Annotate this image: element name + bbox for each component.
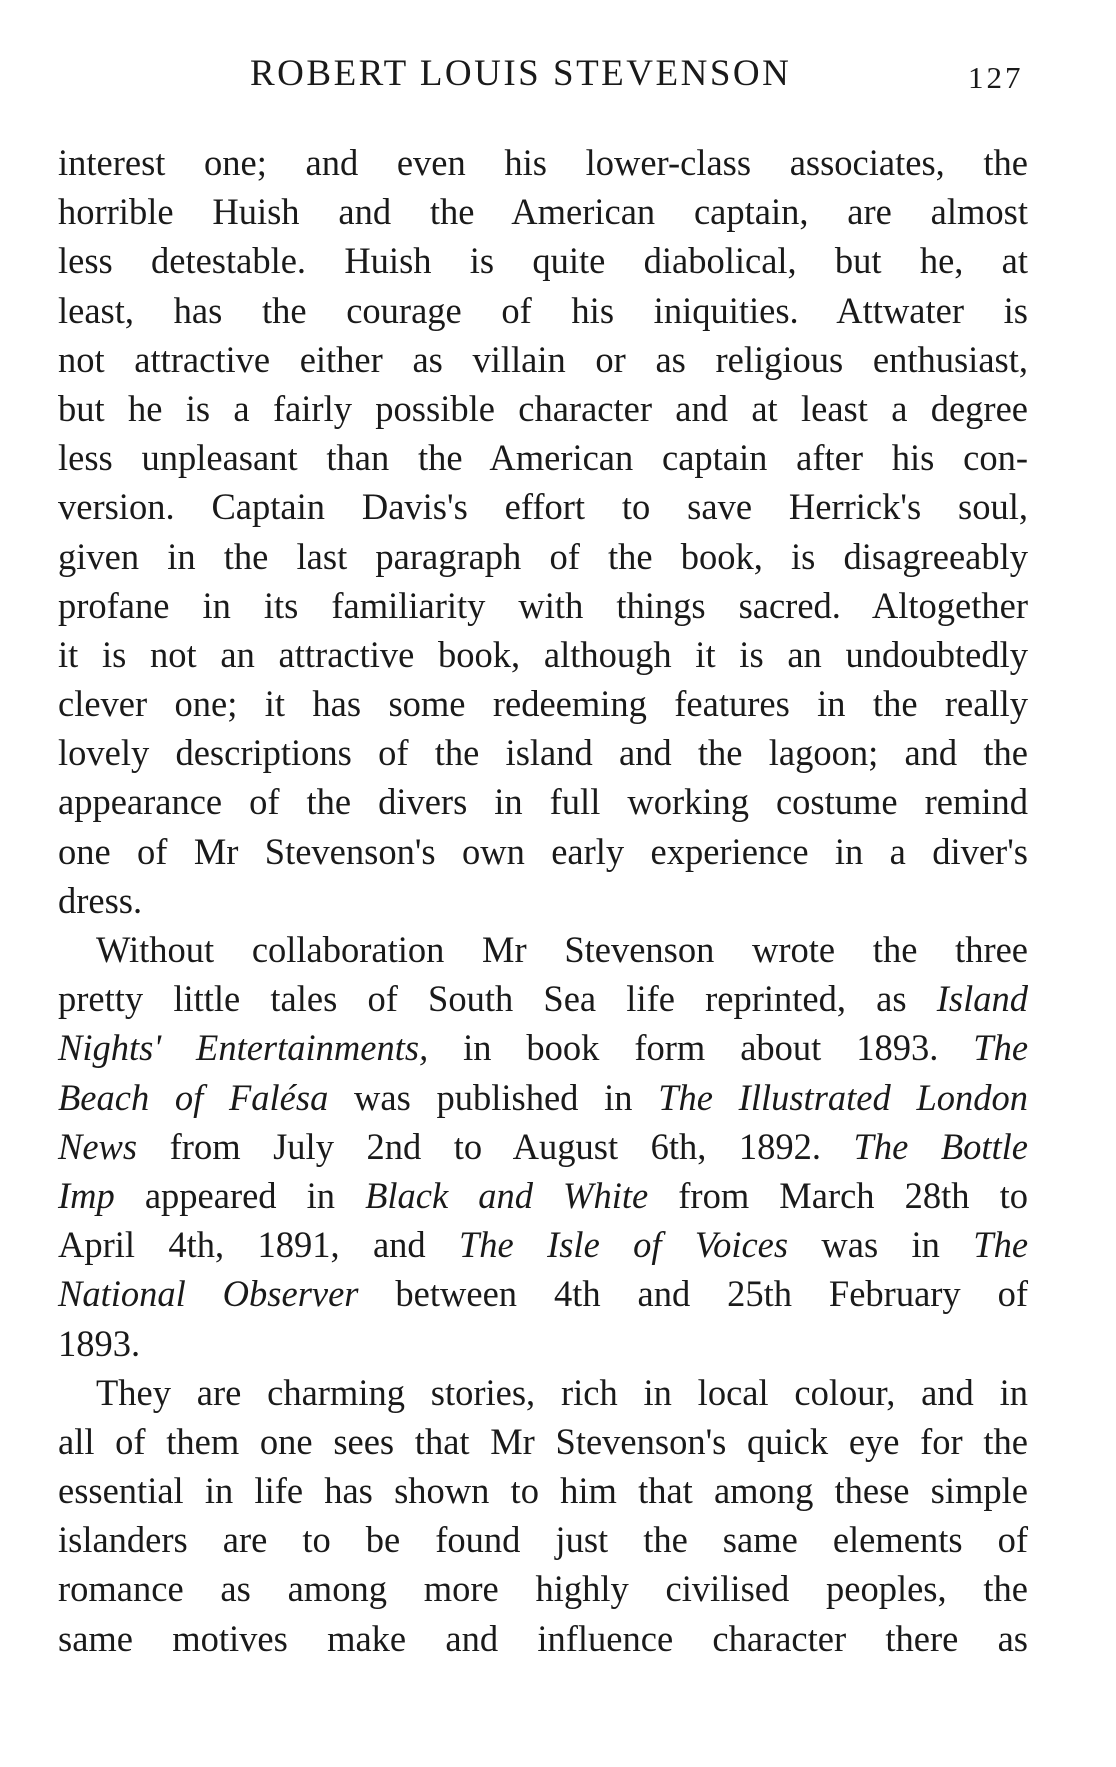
italic-title: Island — [936, 978, 1028, 1020]
text-line — [58, 1171, 1028, 1220]
paragraph-1 — [58, 138, 1028, 925]
text-line: least, has the courage of his iniquities. Attwater is — [58, 289, 1028, 331]
text-line: less detestable. Huish is quite diabolical, but he, at — [58, 240, 1028, 282]
text-line: romance as among more highly civilised peoples, the — [58, 1568, 1028, 1610]
paragraph-3 — [58, 1368, 1028, 1663]
text-line — [58, 1220, 1028, 1269]
text-line: essential in life has shown to him that among these simple — [58, 1470, 1028, 1512]
text-line: but he is a fairly possible character and at least a degree — [58, 387, 1028, 429]
body-text — [58, 138, 1028, 1663]
text-line: horrible Huish and the American captain, are almost — [58, 191, 1028, 233]
text-line — [58, 1023, 1028, 1072]
italic-title: The Illustrated London — [658, 1076, 1028, 1118]
text-line: version. Captain Davis's effort to save Herrick's soul, — [58, 486, 1028, 528]
italic-title: Imp — [58, 1174, 115, 1216]
text-run: between 4th and 25th February of — [358, 1273, 1029, 1315]
text-line — [58, 1269, 1028, 1318]
italic-title: Nights' Entertainments, — [58, 1027, 429, 1069]
italic-title: News — [58, 1125, 138, 1167]
italic-title: The — [973, 1027, 1029, 1069]
italic-title: National Observer — [58, 1273, 359, 1315]
paragraph-2 — [58, 925, 1028, 1368]
running-title: ROBERT LOUIS STEVENSON — [250, 53, 792, 94]
text-line: same motives make and influence character there as — [58, 1617, 1028, 1659]
text-line: it is not an attractive book, although it is an undoubtedly — [58, 633, 1028, 675]
text-line: appearance of the divers in full working costume remind — [58, 781, 1028, 823]
text-line: one of Mr Stevenson's own early experience in a diver's — [58, 830, 1028, 872]
text-line: islanders are to be found just the same elements of — [58, 1519, 1028, 1561]
text-run: appeared in — [114, 1174, 366, 1216]
text-run: was published in — [328, 1076, 659, 1118]
text-line: given in the last paragraph of the book, is disagreeably — [58, 535, 1028, 577]
text-run: from March 28th to — [648, 1174, 1028, 1216]
text-line: not attractive either as villain or as religious enthusiast, — [58, 338, 1028, 380]
page-number: 127 — [968, 60, 1024, 95]
text-line — [58, 1122, 1028, 1171]
text-line: profane in its familiarity with things sacred. Altogether — [58, 584, 1028, 626]
text-line: all of them one sees that Mr Stevenson's quick eye for the — [58, 1420, 1028, 1462]
text-line: 1893. — [58, 1322, 141, 1364]
text-line: dress. — [58, 879, 143, 921]
italic-title: Black and White — [365, 1174, 649, 1216]
text-line: clever one; it has some redeeming features in the really — [58, 683, 1028, 725]
text-run: was in — [788, 1224, 974, 1266]
text-run: pretty little tales of South Sea life reprinted, as — [58, 978, 937, 1020]
text-line — [58, 974, 1028, 1023]
text-line: lovely descriptions of the island and the lagoon; and the — [58, 732, 1028, 774]
text-run: April 4th, 1891, and — [58, 1224, 459, 1266]
italic-title: Beach of Falésa — [58, 1076, 329, 1118]
text-line: interest one; and even his lower-class associates, the — [58, 142, 1028, 183]
text-line — [58, 1073, 1028, 1122]
text-run: from July 2nd to August 6th, 1892. — [137, 1125, 854, 1167]
text-run: in book form about 1893. — [428, 1027, 974, 1069]
text-line: They are charming stories, rich in local colour, and in — [96, 1371, 1028, 1413]
italic-title: The Bottle — [853, 1125, 1028, 1167]
text-line: Without collaboration Mr Stevenson wrote the three — [96, 929, 1028, 970]
italic-title: The — [973, 1224, 1029, 1266]
text-line: less unpleasant than the American captain after his con- — [58, 437, 1028, 479]
italic-title: The Isle of Voices — [458, 1224, 789, 1266]
running-header — [0, 52, 1116, 104]
